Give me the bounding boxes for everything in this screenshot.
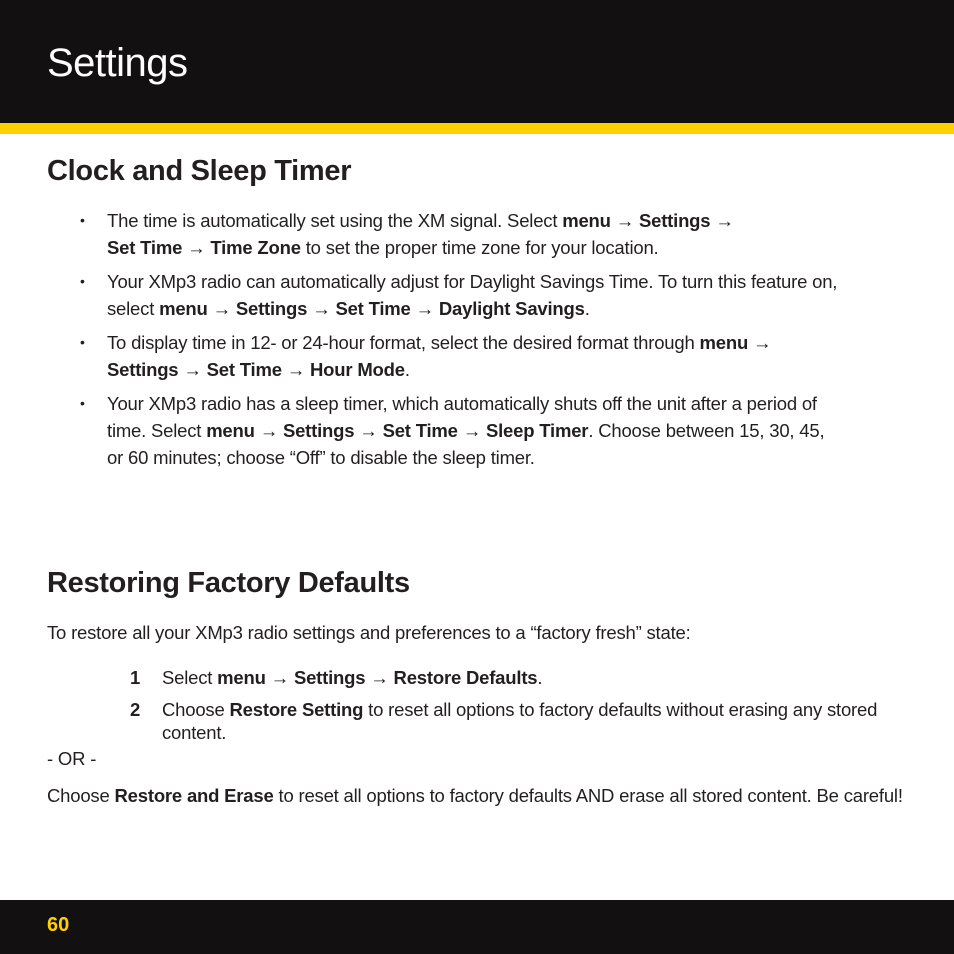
or-separator: - OR - [47, 748, 97, 769]
list-item: 2 Choose Restore Setting to reset all options to factory defaults without erasing any stored content. [130, 699, 878, 743]
arrow-icon: → [462, 420, 482, 441]
arrow-icon: → [187, 237, 206, 258]
arrow-icon: → [212, 298, 231, 319]
page-title: Settings [47, 41, 188, 85]
menu-path-sleep-timer: Sleep Timer [485, 420, 589, 441]
arrow-icon: → [370, 667, 389, 688]
restore-intro: To restore all your XMp3 radio settings and preferences to a “factory fresh” state: [47, 622, 691, 643]
arrow-icon: → [715, 210, 734, 231]
page-header [0, 0, 954, 123]
page-footer [0, 900, 954, 954]
arrow-icon: → [183, 359, 202, 380]
list-item: • Your XMp3 radio has a sleep timer, which automatically shuts off the unit after a period of time. Select menu → Settings → Set Time → Sleep Timer. Choose between 15, 30, 45, or 60 minutes; choose “Off” to disable the sleep timer. [80, 390, 840, 471]
restore-erase-paragraph: Choose Restore and Erase to reset all options to factory defaults AND erase all stored content. Be careful! [47, 785, 903, 806]
list-item: 1 Select menu → Settings → Restore Defaults. [130, 667, 543, 688]
bullet-icon: • [80, 273, 85, 289]
menu-path-settings: Settings [293, 667, 366, 688]
menu-path-set-time: Set Time [206, 359, 282, 380]
arrow-icon: → [312, 298, 331, 319]
list-item: • To display time in 12- or 24-hour format, select the desired format through menu → Settings → Set Time → Hour Mode. [80, 329, 840, 383]
menu-path-set-time: Set Time [335, 298, 411, 319]
step-number: 1 [130, 667, 141, 688]
restore-steps [130, 666, 900, 753]
bullet-icon: • [80, 395, 85, 411]
step-number: 2 [130, 699, 141, 720]
menu-path-menu: menu [217, 667, 266, 688]
arrow-icon: → [286, 359, 306, 380]
menu-path-hour-mode: Hour Mode [310, 359, 405, 380]
arrow-icon: → [753, 332, 772, 353]
option-restore-setting: Restore Setting [229, 699, 364, 720]
list-item: • Your XMp3 radio can automatically adjust for Daylight Savings Time. To turn this feature on, select menu → Settings → Set Time → Daylight Savings. [80, 268, 840, 322]
menu-path-daylight-savings: Daylight Savings [438, 298, 585, 319]
bullet-icon: • [80, 334, 85, 350]
arrow-icon: → [259, 420, 278, 441]
arrow-icon: → [359, 420, 378, 441]
clock-sleep-heading: Clock and Sleep Timer [47, 155, 352, 187]
arrow-icon: → [270, 667, 289, 688]
menu-path-restore-defaults: Restore Defaults [393, 667, 538, 688]
accent-bar [0, 123, 954, 134]
menu-path-menu: menu [206, 420, 255, 441]
list-item: • The time is automatically set using the XM signal. Select menu → Settings → Set Time → Time Zone to set the proper time zone for your location. [80, 207, 840, 261]
menu-path-settings: Settings [282, 420, 355, 441]
menu-path-set-time: Set Time [107, 237, 183, 258]
bullet-icon: • [80, 212, 85, 228]
restore-defaults-heading: Restoring Factory Defaults [47, 567, 410, 599]
menu-path-settings: Settings [638, 210, 711, 231]
option-restore-and-erase: Restore and Erase [114, 785, 274, 806]
menu-path-settings: Settings [107, 359, 179, 380]
menu-path-time-zone: Time Zone [210, 237, 301, 258]
page-number: 60 [47, 914, 70, 936]
clock-bullet-list [80, 207, 840, 478]
menu-path-set-time: Set Time [382, 420, 458, 441]
menu-path-menu: menu [159, 298, 208, 319]
arrow-icon: → [615, 210, 635, 231]
arrow-icon: → [415, 298, 434, 319]
menu-path-menu: menu [562, 210, 611, 231]
menu-path-menu: menu [699, 332, 749, 353]
menu-path-settings: Settings [235, 298, 308, 319]
